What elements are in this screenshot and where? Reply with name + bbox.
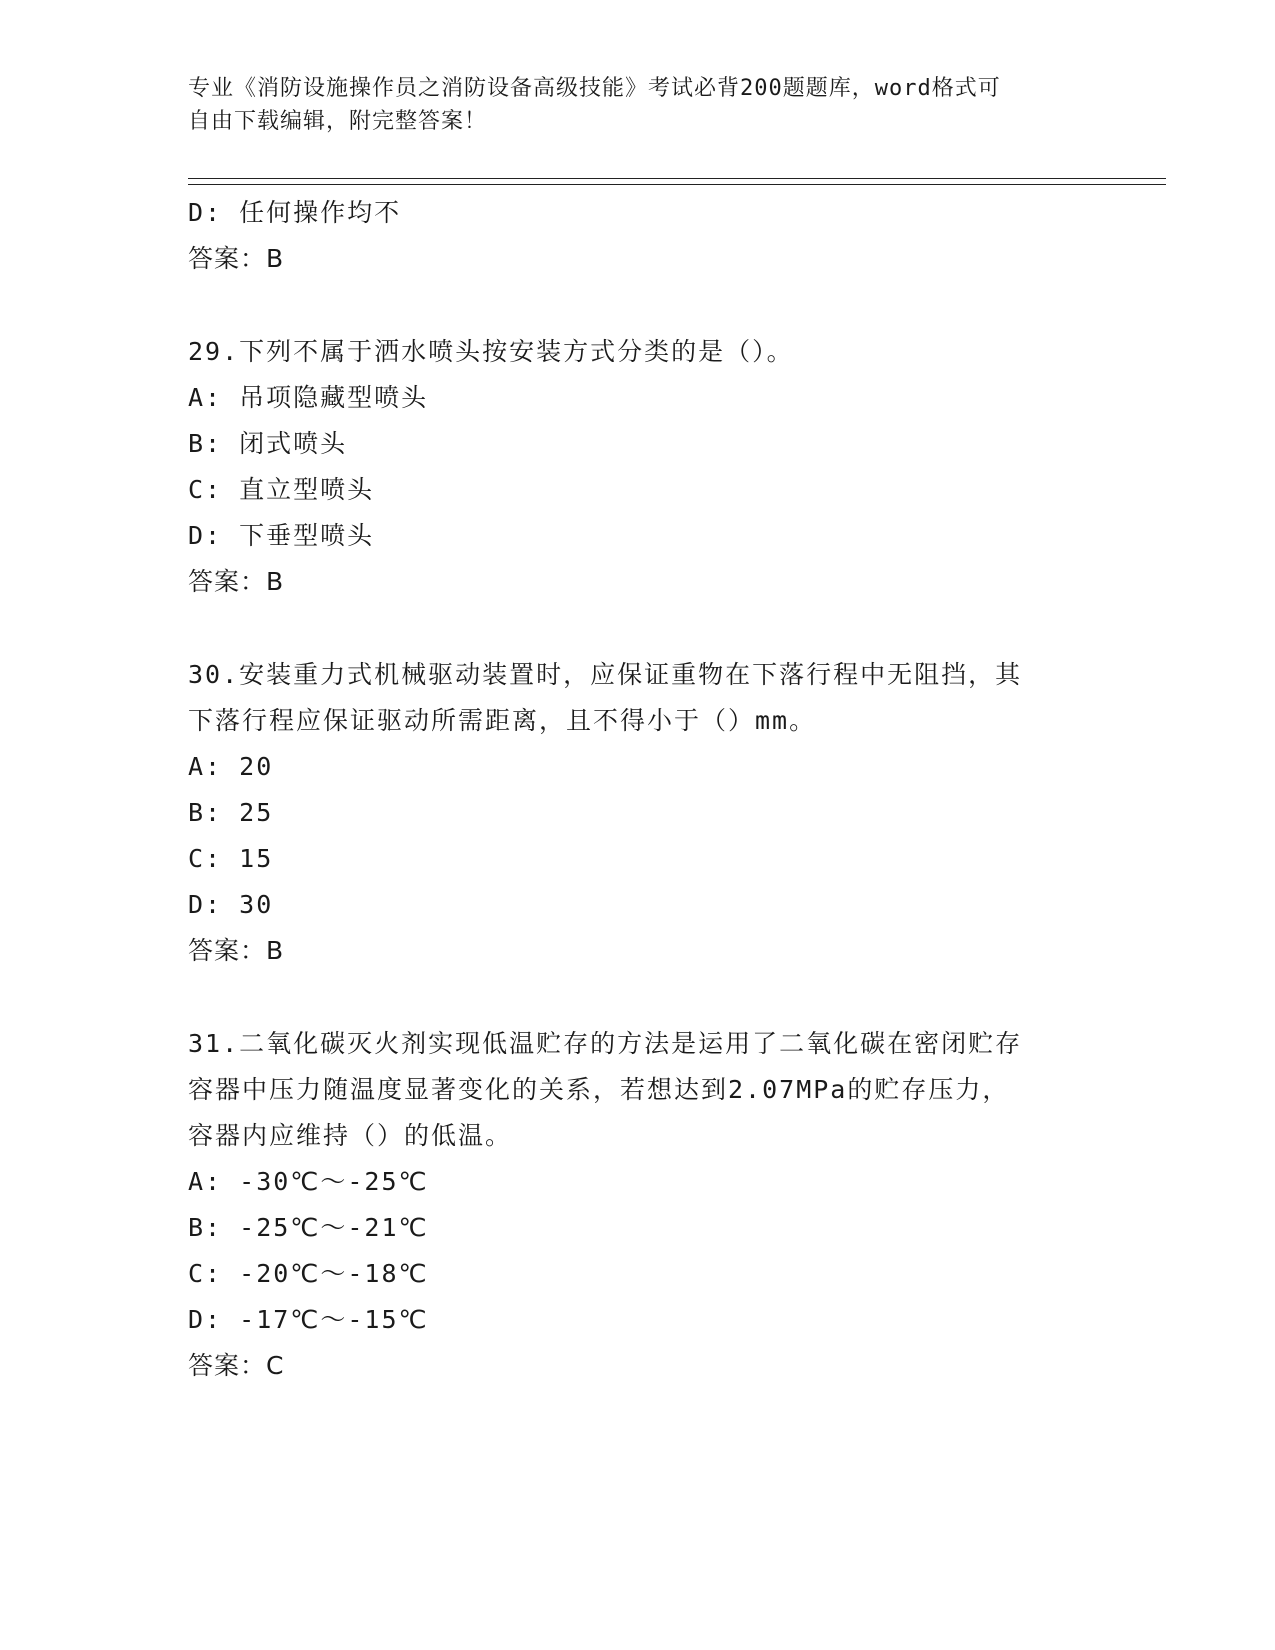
option-a: A: 吊项隐藏型喷头 xyxy=(188,383,429,412)
option-b: B: -25℃～-21℃ xyxy=(188,1213,429,1242)
answer-line: 答案：C xyxy=(188,1351,285,1380)
answer-line: 答案：B xyxy=(188,567,285,596)
header-title-line-1: 专业《消防设施操作员之消防设备高级技能》考试必背200题题库，word格式可 xyxy=(188,76,1001,101)
question-31 xyxy=(188,1021,1088,1389)
answer-line: 答案：B xyxy=(188,244,285,273)
question-text: 29.下列不属于洒水喷头按安装方式分类的是（）。 xyxy=(188,337,794,366)
question-29 xyxy=(188,329,1088,605)
header-title-line-2: 自由下载编辑，附完整答案！ xyxy=(188,109,488,134)
option-b: B: 25 xyxy=(188,798,274,827)
option-d: D: -17℃～-15℃ xyxy=(188,1305,429,1334)
option-d: D: 任何操作均不 xyxy=(188,198,402,227)
option-a: A: -30℃～-25℃ xyxy=(188,1167,429,1196)
header-divider-bottom xyxy=(188,184,1166,185)
question-text: 容器内应维持（）的低温。 xyxy=(188,1121,513,1150)
question-text: 下落行程应保证驱动所需距离，且不得小于（）mm。 xyxy=(188,706,817,735)
page-header xyxy=(188,72,1068,138)
option-c: C: 直立型喷头 xyxy=(188,475,375,504)
header-divider-top xyxy=(188,178,1166,179)
question-text: 30.安装重力式机械驱动装置时，应保证重物在下落行程中无阻挡，其 xyxy=(188,660,1023,689)
question-list xyxy=(188,190,1088,1389)
option-b: B: 闭式喷头 xyxy=(188,429,348,458)
option-a: A: 20 xyxy=(188,752,274,781)
answer-line: 答案：B xyxy=(188,936,285,965)
option-d: D: 30 xyxy=(188,890,274,919)
question-30 xyxy=(188,652,1088,974)
option-c: C: -20℃～-18℃ xyxy=(188,1259,429,1288)
option-d: D: 下垂型喷头 xyxy=(188,521,375,550)
question-text: 31.二氧化碳灭火剂实现低温贮存的方法是运用了二氧化碳在密闭贮存 xyxy=(188,1029,1023,1058)
option-c: C: 15 xyxy=(188,844,274,873)
question-text: 容器中压力随温度显著变化的关系，若想达到2.07MPa的贮存压力， xyxy=(188,1075,1010,1104)
